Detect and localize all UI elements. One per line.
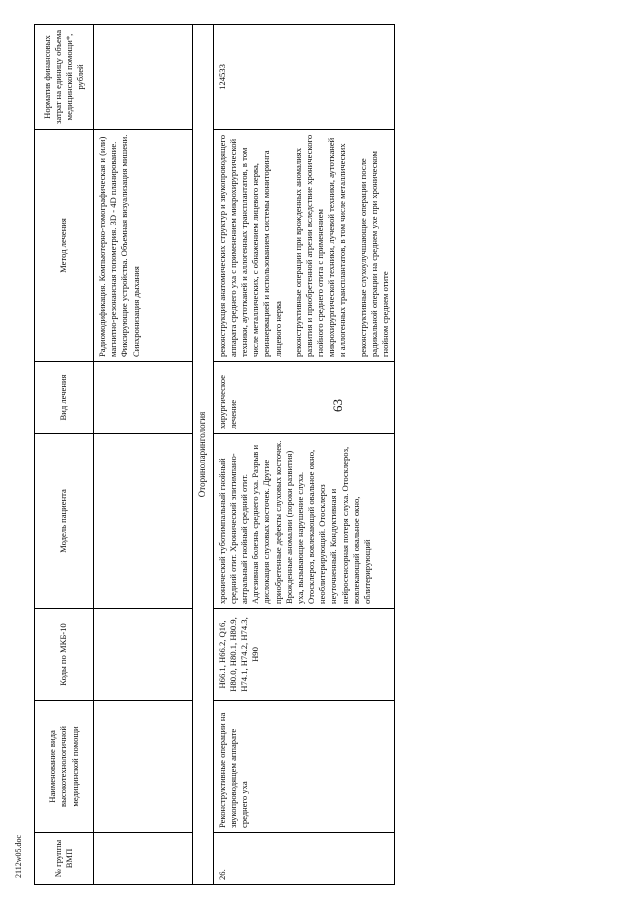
icd-codes: H66.1, H66.2, Q16, H80.0, H80.1, H80.9, H74.1, H74.2, H74.3, H90 bbox=[213, 609, 394, 701]
cost-norm: 124533 bbox=[213, 25, 394, 130]
cell-empty bbox=[94, 701, 193, 833]
col-header-num: № группы ВМП bbox=[35, 833, 94, 885]
method-item: реконструкция анатомических структур и звукопроводящего аппарата среднего уха с применением микрохирургической техники, аутотканей и аллогенных трансплантатов, в том числе металлических, с обнажением лицевого нерва, реиннервацией и использованием системы мониторинга лицевого нерва bbox=[216, 134, 283, 357]
method-item: реконструктивные операции при врожденных аномалиях развития и приобретенной атрезии вследствие хронического гнойного среднего отита с применением микрохирургической техники, лучевой техники, аутотканей и аллогенных трансплантатов, в том числе металлических bbox=[292, 134, 348, 357]
cell-empty bbox=[94, 609, 193, 701]
rotated-table-wrapper bbox=[34, 15, 584, 895]
footer-filename: 2112w05.doc bbox=[14, 834, 23, 878]
col-header-name: Наименование вида высокотехнологичной медицинской помощи bbox=[35, 701, 94, 833]
patient-model: хронический туботимпальный гнойный средний отит. Хронический эпитимпано-антральный гнойный средний отит. Адгезивная болезнь среднего уха. Разрыв и дислокация слуховых косточек. Другие приобретенные дефекты слуховых косточек. Врожденные аномалии (пороки развития) уха, вызывающие нарушение слуха. Отосклероз, вовлекающий овальное окно, необлитерирующий. Отосклероз неуточненный. Кондуктивная и нейросенсорная потеря слуха. Отосклероз, вовлекающий овальное окно, облитерирующий bbox=[213, 434, 394, 609]
col-header-method: Метод лечения bbox=[35, 130, 94, 362]
section-title: Оториноларингология bbox=[193, 25, 214, 885]
table-row bbox=[213, 25, 394, 885]
header-row bbox=[35, 25, 94, 885]
group-number: 26. bbox=[213, 833, 394, 885]
continuation-row bbox=[94, 25, 193, 885]
cell-method-continued: Радиомодификация. Компьютерно-томографическая и (или) магнитно-резонансная топометрия. 3D - 4D планирование. Фиксирующие устройства. Объемная визуализация мишени. Синхронизация дыхания bbox=[94, 130, 193, 362]
col-header-codes: Коды по МКБ-10 bbox=[35, 609, 94, 701]
col-header-model: Модель пациента bbox=[35, 434, 94, 609]
treatment-methods bbox=[213, 130, 394, 362]
page-number: 63 bbox=[330, 399, 345, 412]
col-header-cost: Норматив финансовых затрат на единицу объема медицинской помощи*, рублей bbox=[35, 25, 94, 130]
method-item: реконструктивные слухоулучшающие операции после радикальной операции на среднем ухе при хроническом гнойном среднем отите bbox=[357, 151, 390, 357]
section-row bbox=[193, 25, 214, 885]
cell-empty bbox=[94, 833, 193, 885]
cell-empty bbox=[94, 434, 193, 609]
treatment-type: хирургическое лечение bbox=[213, 362, 394, 434]
vmp-table bbox=[34, 24, 395, 885]
cell-empty bbox=[94, 362, 193, 434]
vmp-name: Реконструктивные операции на звукопроводящем аппарате среднего уха bbox=[213, 701, 394, 833]
cell-empty bbox=[94, 25, 193, 130]
col-header-type: Вид лечения bbox=[35, 362, 94, 434]
